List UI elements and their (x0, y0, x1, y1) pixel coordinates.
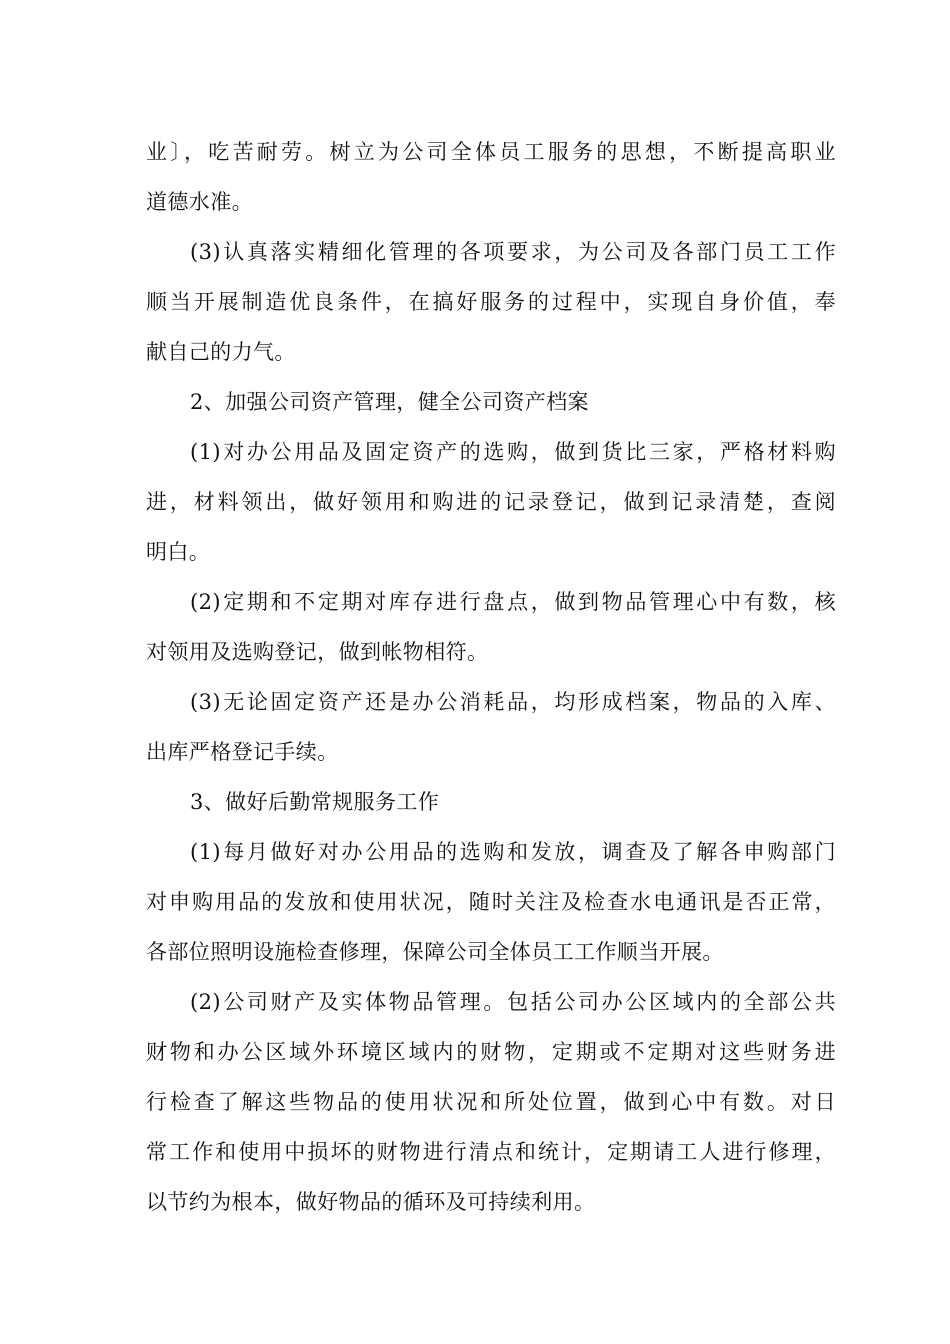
text-line: (2)定期和不定期对库存进行盘点，做到物品管理心中有数，核 (190, 590, 836, 614)
text-line: 各部位照明设施检查修理，保障公司全体员工工作顺当开展。 (146, 940, 724, 964)
text-line: 行检查了解这些物品的使用状况和所处位置，做到心中有数。对日 (146, 1090, 836, 1114)
text-line: (3)无论固定资产还是办公消耗品，均形成档案，物品的入库、 (190, 690, 836, 714)
text-line: 进，材料领出，做好领用和购进的记录登记，做到记录清楚，查阅 (146, 490, 836, 514)
text-line: 道德水准。 (146, 190, 253, 214)
text-line: 对申购用品的发放和使用状况，随时关注及检查水电通讯是否正常， (146, 890, 836, 914)
text-line: 对领用及选购登记，做到帐物相符。 (146, 640, 489, 664)
text-line: 出库严格登记手续。 (146, 740, 339, 764)
text-line: 财物和办公区域外环境区域内的财物，定期或不定期对这些财务进 (146, 1040, 836, 1064)
text-line: (2)公司财产及实体物品管理。包括公司办公区域内的全部公共 (190, 990, 836, 1014)
text-line: 献自己的力气。 (146, 340, 296, 364)
text-line: (3)认真落实精细化管理的各项要求，为公司及各部门员工工作 (190, 240, 836, 264)
text-line: (1)对办公用品及固定资产的选购，做到货比三家，严格材料购 (190, 440, 836, 464)
text-line: 业〕，吃苦耐劳。树立为公司全体员工服务的思想，不断提高职业 (146, 140, 836, 164)
text-line: 明白。 (146, 540, 211, 564)
text-line: (1)每月做好对办公用品的选购和发放，调查及了解各申购部门 (190, 840, 836, 864)
text-line: 常工作和使用中损坏的财物进行清点和统计，定期请工人进行修理， (146, 1140, 836, 1164)
section-heading: 3、做好后勤常规服务工作 (190, 790, 440, 814)
section-heading: 2、加强公司资产管理，健全公司资产档案 (190, 390, 589, 414)
text-line: 顺当开展制造优良条件，在搞好服务的过程中，实现自身价值，奉 (146, 290, 836, 314)
text-line: 以节约为根本，做好物品的循环及可持续利用。 (146, 1190, 596, 1214)
